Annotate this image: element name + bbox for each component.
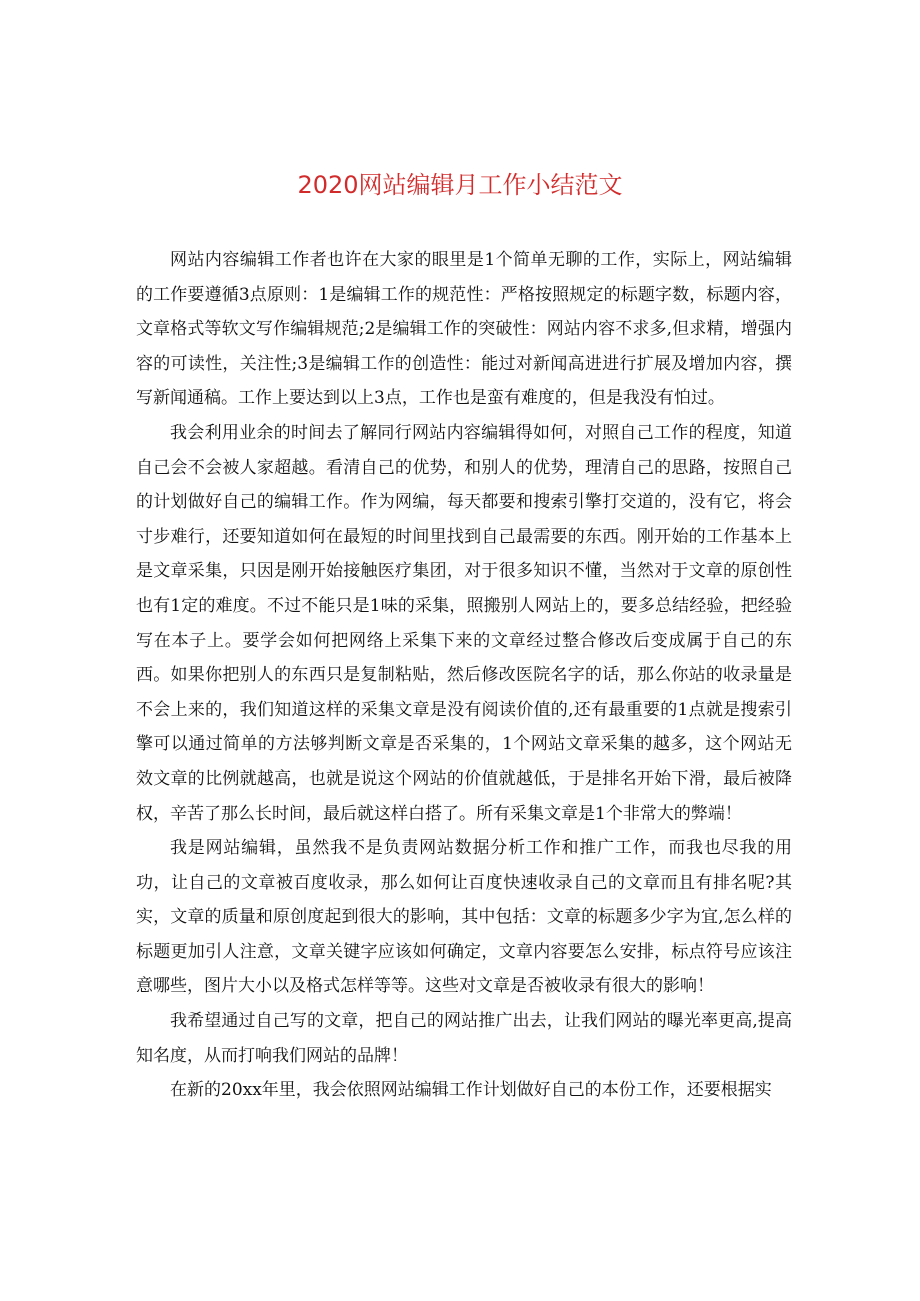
paragraph: 网站内容编辑工作者也许在大家的眼里是1个简单无聊的工作，实际上，网站编辑的工作要遵循3点原则：1是编辑工作的规范性：严格按照规定的标题字数，标题内容，文章格式等软文写作编辑规范;2是编辑工作的突破性：网站内容不求多,但求精，增强内容的可读性，关注性;3是编辑工作的创造性：能过对新闻高进进行扩展及增加内容，撰写新闻通稿。工作上要达到以上3点，工作也是蛮有难度的，但是我没有怕过。 [136,250,792,409]
paragraph: 我是网站编辑，虽然我不是负责网站数据分析工作和推广工作，而我也尽我的用功，让自己的文章被百度收录，那么如何让百度快速收录自己的文章而且有排名呢?其实，文章的质量和原创度起到很大的影响，其中包括：文章的标题多少字为宜,怎么样的标题更加引人注意，文章关键字应该如何确定，文章内容要怎么安排，标点符号应该注意哪些，图片大小以及格式怎样等等。这些对文章是否被收录有很大的影响！ [136,838,792,997]
paragraph: 在新的20xx年里，我会依照网站编辑工作计划做好自己的本份工作，还要根据实 [170,1080,772,1101]
document-title: 2020网站编辑月工作小结范文 [297,171,623,199]
paragraph: 我会利用业余的时间去了解同行网站内容编辑得如何，对照自己工作的程度，知道自己会不会被人家超越。看清自己的优势，和别人的优势，理清自己的思路，按照自己的计划做好自己的编辑工作。作为网编，每天都要和搜索引擎打交道的，没有它，将会寸步难行，还要知道如何在最短的时间里找到自己最需要的东西。刚开始的工作基本上是文章采集，只因是刚开始接触医疗集团，对于很多知识不懂，当然对于文章的原创性也有1定的难度。不过不能只是1味的采集，照搬别人网站上的，要多总结经验，把经验写在本子上。要学会如何把网络上采集下来的文章经过整合修改后变成属于自己的东西。如果你把别人的东西只是复制粘贴，然后修改医院名字的话，那么你站的收录量是不会上来的，我们知道这样的采集文章是没有阅读价值的,还有最重要的1点就是搜索引擎可以通过简单的方法够判断文章是否采集的，1个网站文章采集的越多，这个网站无效文章的比例就越高，也就是说这个网站的价值就越低，于是排名开始下滑，最后被降权，辛苦了那么长时间，最后就这样白搭了。所有采集文章是1个非常大的弊端！ [136,422,792,824]
paragraph: 我希望通过自己写的文章，把自己的网站推广出去，让我们网站的曝光率更高,提高知名度，从而打响我们网站的品牌！ [136,1011,792,1066]
document-body [136,243,792,1108]
